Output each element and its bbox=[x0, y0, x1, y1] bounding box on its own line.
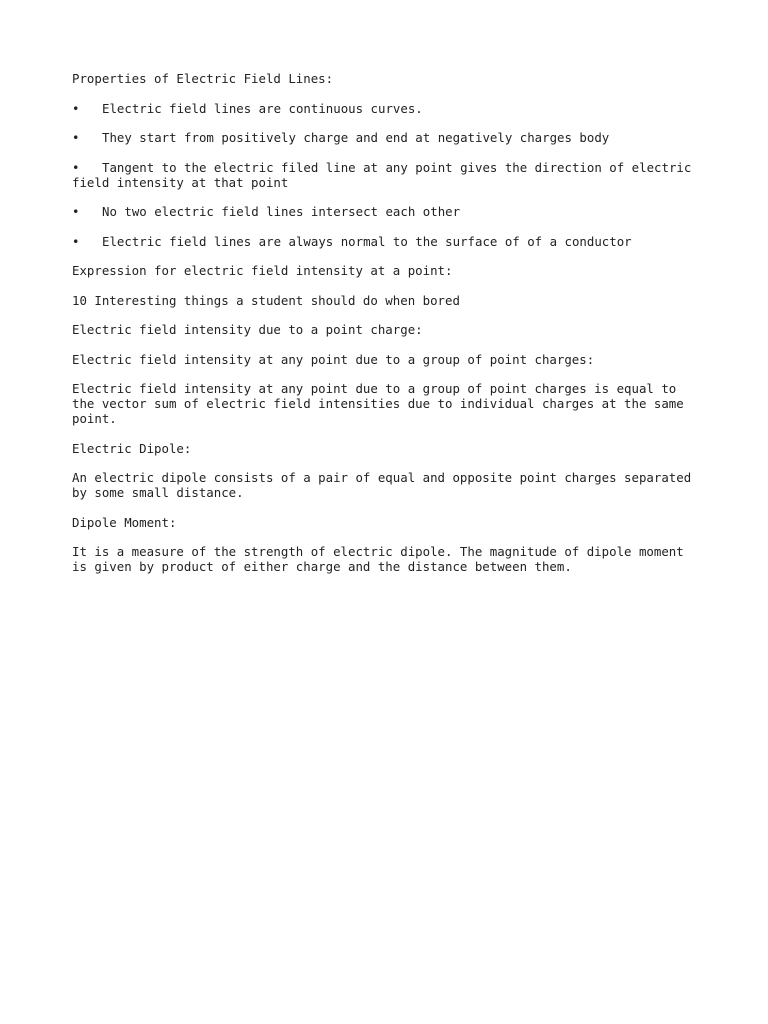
bullet-icon: • bbox=[72, 233, 80, 249]
section-heading-dipole-moment: Dipole Moment: bbox=[72, 514, 177, 530]
bullet-icon: • bbox=[72, 204, 80, 219]
bullet-icon: • bbox=[72, 100, 80, 116]
section-heading-expression: Expression for electric field intensity at a point: bbox=[72, 263, 453, 278]
bullet-text: Electric field lines are always normal to the surface of of a conductor bbox=[102, 233, 632, 249]
document-page bbox=[72, 71, 702, 589]
group-charges-paragraph: Electric field intensity at any point due to a group of point charges is equal to the vector sum of electric field intensities due to individual charges at the same point. bbox=[72, 381, 692, 426]
section-heading-group-charges: Electric field intensity at any point due to a group of point charges: bbox=[72, 351, 595, 367]
bullet-icon: • bbox=[72, 130, 80, 145]
bullet-item bbox=[72, 101, 702, 116]
bullet-icon: • bbox=[72, 159, 80, 175]
bullet-item bbox=[72, 234, 702, 249]
bullet-text: Tangent to the electric filed line at any point gives the direction of electric field intensity at that point bbox=[72, 159, 692, 190]
dipole-moment-paragraph: It is a measure of the strength of electric dipole. The magnitude of dipole moment is given by product of either charge and the distance between them. bbox=[72, 544, 692, 574]
section-heading-properties: Properties of Electric Field Lines: bbox=[72, 71, 334, 86]
bullet-text: Electric field lines are continuous curves. bbox=[102, 100, 423, 116]
section-heading-dipole: Electric Dipole: bbox=[72, 440, 192, 456]
dipole-paragraph: An electric dipole consists of a pair of equal and opposite point charges separated by some small distance. bbox=[72, 470, 699, 500]
bullet-item bbox=[72, 160, 702, 190]
bullet-text: No two electric field lines intersect each other bbox=[102, 204, 461, 219]
bullet-item bbox=[72, 204, 702, 219]
section-heading-point-charge: Electric field intensity due to a point charge: bbox=[72, 322, 423, 337]
bullet-item bbox=[72, 130, 702, 145]
interesting-things-line: 10 Interesting things a student should do when bored bbox=[72, 292, 460, 308]
bullet-text: They start from positively charge and end at negatively charges body bbox=[102, 130, 610, 145]
